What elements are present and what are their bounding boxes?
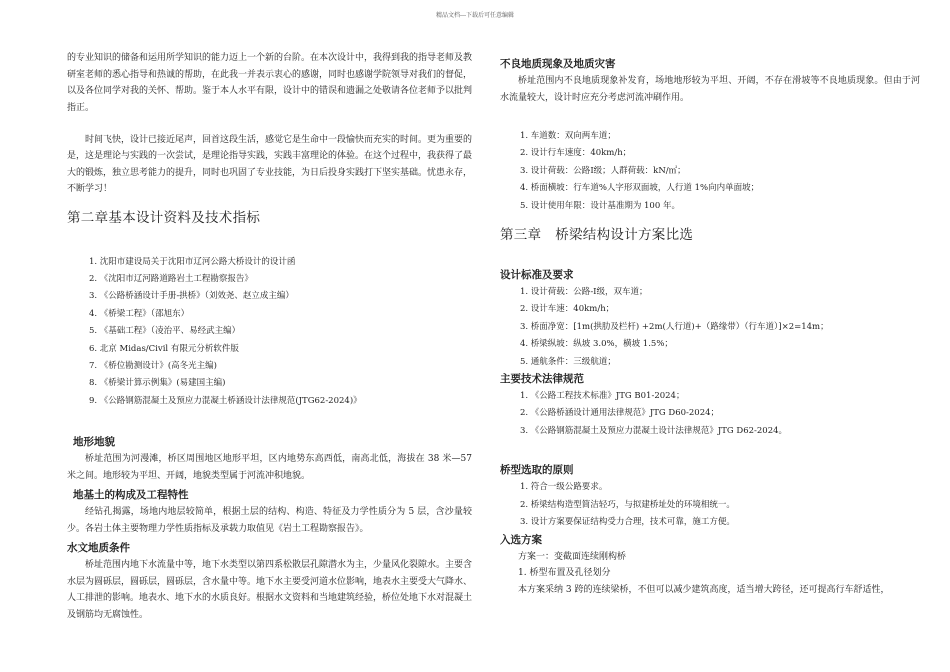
design-standard-heading: 设计标准及要求	[500, 269, 574, 282]
reference-item: 9. 《公路钢筋混凝土及预应力混凝土桥涵设计法律规范(JTG62-2024)》	[89, 395, 362, 406]
hydrology-heading: 水文地质条件	[67, 542, 130, 555]
technical-code-list	[500, 388, 920, 440]
reference-item: 4. 《桥梁工程》（邵旭东）	[89, 308, 190, 319]
reference-item: 8. 《桥梁计算示例集》(易建国主编)	[89, 378, 226, 389]
technical-item: 2. 设计行车速度：40km/h；	[520, 148, 632, 159]
principle-item: 2. 桥梁结构造型简洁轻巧，与拟建桥址处的环境相统一。	[520, 499, 735, 510]
technical-indicator-list	[500, 128, 920, 215]
reference-item: 1. 沈阳市建设局关于沈阳市辽河公路大桥设计的设计函	[89, 256, 296, 267]
left-column	[67, 50, 472, 623]
chapter2-title: 第二章基本设计资料及技术指标	[67, 209, 261, 226]
reference-item: 3. 《公路桥涵设计手册-拱桥》（刘效尧、赵立成主编）	[89, 291, 294, 302]
standard-item: 3. 桥面净宽：[1m(拱肋及栏杆) +2m(人行道)+（路缘带）（行车道）]×2=14m；	[520, 321, 829, 332]
foundation-paragraph: 经钻孔揭露，场地内地层较简单，根据土层的结构、构造、特征及力学性质分为 5 层，含沙量较少。各岩土体主要物理力学性质指标及承载力取值见《岩土工程勘察报告》。	[67, 507, 472, 534]
technical-item: 4. 桥面横坡：行车道%人字形双面坡，人行道 1%向内单面坡；	[520, 183, 760, 194]
code-item: 1. 《公路工程技术标准》JTG B01-2024；	[520, 391, 685, 402]
geology-hazard-heading: 不良地质现象及地质灾害	[500, 58, 616, 70]
reference-list	[67, 254, 472, 411]
standard-item: 2. 设计车速：40km/h；	[520, 304, 615, 315]
technical-item: 5. 设计使用年限：设计基准期为 100 年。	[520, 200, 680, 211]
standard-item: 4. 桥梁纵坡：纵坡 3.0%，横坡 1.5%；	[520, 339, 673, 350]
scheme-subheading: 1. 桥型布置及孔径划分	[518, 568, 611, 578]
right-column	[500, 50, 920, 598]
scheme-name: 方案一：变截面连续刚构桥	[518, 551, 627, 562]
technical-item: 3. 设计荷载：公路Ⅰ级；人群荷载：kN/㎡；	[520, 165, 686, 176]
paragraph-acknowledgement: 的专业知识的储备和运用所学知识的能力迈上一个新的台阶。在本次设计中，我得到我的指导老师及教研室老师的悉心指导和热诚的帮助，在此我一并表示衷心的感谢，同时也感谢学院领导对我们的督促，以及各位同学对我的关怀、帮助。鉴于本人水平有限，设计中的错误和遗漏之处敬请各位老师予以批判指正。	[67, 53, 473, 113]
code-item: 3. 《公路钢筋混凝土及预应力混凝土设计法律规范》JTG D62-2024。	[520, 425, 788, 436]
standard-item: 5. 通航条件：三级航道；	[520, 356, 616, 367]
principle-item: 3. 设计方案要保证结构受力合理，技术可靠，施工方便。	[520, 517, 735, 528]
design-standard-list	[500, 284, 920, 371]
reference-item: 2. 《沈阳市辽河路道路岩土工程勘察报告》	[89, 273, 253, 284]
hydrology-paragraph: 桥址范围内地下水流量中等，地下水类型以第四系松散层孔隙潜水为主，少量风化裂隙水。主要含水层为圆砾层，圆砾层，圆砾层，含水量中等。地下水主要受河道水位影响，地表水主要受大气降水、人工排泄的影响。地表水、地下水的水质良好。根据水文资料和当地建筑经验，桥位处地下水对混凝土及钢筋均无腐蚀性。	[67, 560, 473, 620]
reference-item: 6. 北京 Midas/Civil 有限元分析软件版	[89, 343, 239, 354]
bridge-type-principle-heading: 桥型选取的原则	[500, 464, 574, 477]
header-watermark: 精品文档---下载后可任意编辑	[435, 12, 515, 19]
geology-hazard-paragraph: 桥址范围内不良地质现象补发育，场地地形较为平坦、开阔，不存在滑坡等不良地质现象。但由于河水流量较大，设计时应充分考虑河流冲刷作用。	[500, 76, 920, 103]
chapter3-title: 第三章 桥梁结构设计方案比选	[500, 227, 694, 244]
paragraph-reflection: 时间飞快，设计已接近尾声，回首这段生活，感觉它是生命中一段愉快而充实的时间。更为重要的是，这是理论与实践的一次尝试，是理论指导实践，实践丰富理论的体验。在这个过程中，我获得了最大的锻炼，独立思考能力的提升，同时也巩固了专业技能，为日后投身实践打下坚实基础。忧患永存，不断学习！	[67, 134, 473, 194]
terrain-paragraph: 桥址范围为河漫滩，桥区周围地区地形平坦，区内地势东高西低，南高北低，海拔在 38 米—57 米之间。地形较为平坦、开阔，地貌类型属于河流冲积地貌。	[67, 454, 472, 481]
selected-scheme-heading: 入选方案	[500, 533, 542, 546]
bridge-type-principle-list	[500, 479, 920, 531]
foundation-heading: 地基土的构成及工程特性	[73, 489, 189, 502]
principle-item: 1. 符合一级公路要求。	[520, 482, 608, 493]
scheme-description: 本方案采纳 3 跨的连续梁桥，不但可以减少建筑高度，适当增大跨径，还可提高行车舒适性，	[518, 584, 890, 595]
reference-item: 7. 《桥位勘测设计》(高冬光主编)	[89, 360, 217, 371]
standard-item: 1. 设计荷载：公路-Ⅰ级，双车道；	[520, 287, 648, 298]
reference-item: 5. 《基础工程》（凌治平、易经武主编）	[89, 326, 241, 337]
technical-item: 1. 车道数：双向两车道；	[520, 131, 616, 141]
terrain-heading: 地形地貌	[73, 436, 115, 449]
technical-code-heading: 主要技术法律规范	[500, 373, 584, 386]
code-item: 2. 《公路桥涵设计通用法律规范》JTG D60-2024；	[520, 408, 720, 419]
